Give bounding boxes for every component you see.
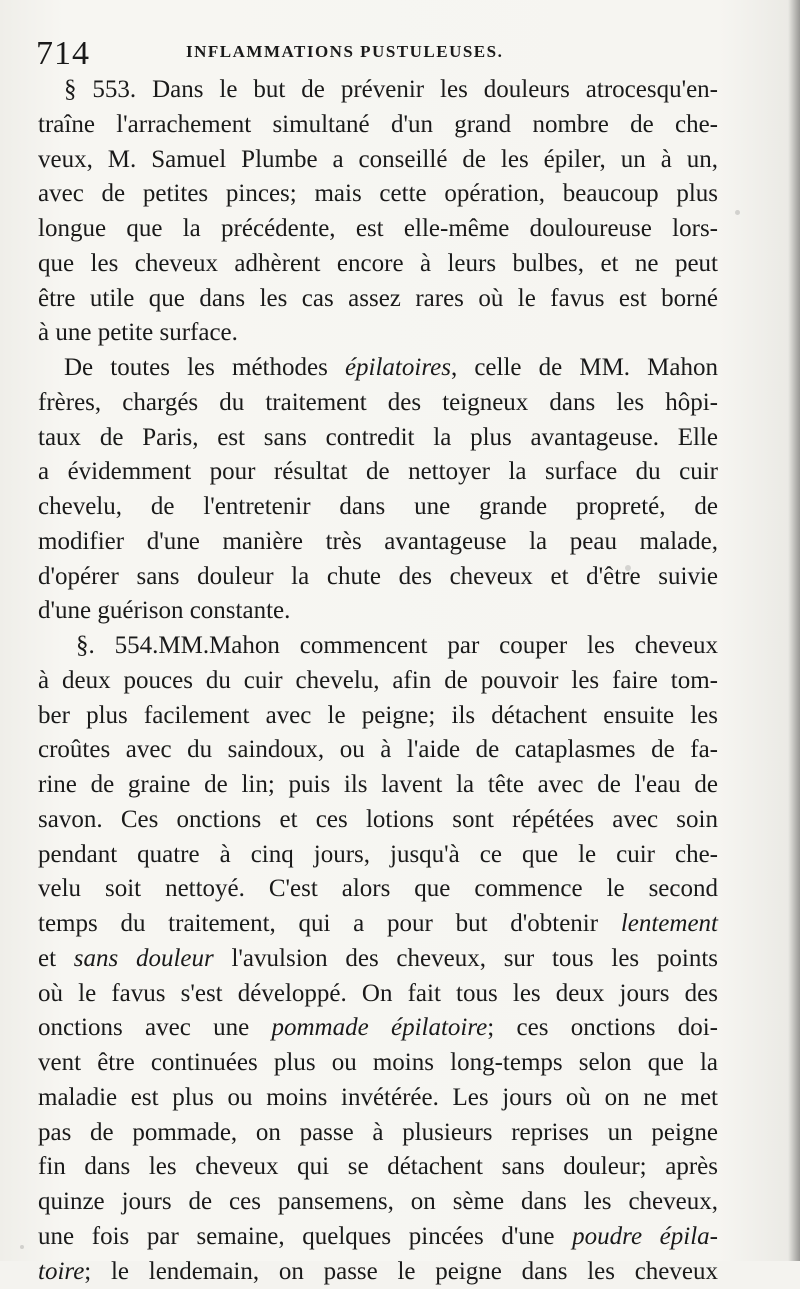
text-line: savon. Ces onctions et ces lotions sont répétées avec soin (38, 803, 718, 838)
text-line: croûtes avec du saindoux, ou à l'aide de cataplasmes de fa- (38, 733, 718, 768)
italic-term: toire (38, 1258, 84, 1285)
text-line: fin dans les cheveux qui se détachent sans douleur; après (38, 1150, 718, 1185)
text-line: que les cheveux adhèrent encore à leurs bulbes, et ne peut (38, 247, 718, 282)
text-line (38, 907, 718, 942)
text-line (38, 942, 718, 977)
text-line: à une petite surface. (38, 316, 718, 351)
text-segment: onctions avec une (38, 1014, 271, 1041)
text-line: velu soit nettoyé. C'est alors que commence le second (38, 872, 718, 907)
ink-speck (735, 210, 740, 215)
text-segment: une fois par semaine, quelques pincées d'une (38, 1223, 572, 1250)
text-line: chevelu, de l'entretenir dans une grande propreté, de (38, 490, 718, 525)
text-line: ber plus facilement avec le peigne; ils détachent ensuite les (38, 699, 718, 734)
text-line: modifier d'une manière très avantageuse la peau malade, (38, 525, 718, 560)
ink-speck (20, 1245, 24, 1249)
text-line: vent être continuées plus ou moins long-temps selon que la (38, 1046, 718, 1081)
text-segment: l'avulsion des cheveux, sur tous les points (214, 945, 718, 972)
text-line (38, 351, 718, 386)
text-line: où le favus s'est développé. On fait tous les deux jours des (38, 977, 718, 1012)
running-head: INFLAMMATIONS PUSTULEUSES. (186, 42, 503, 62)
page-edge-shadow (788, 0, 800, 1261)
text-line: d'opérer sans douleur la chute des cheveux et d'être suivie (38, 560, 718, 595)
text-line: §. 554.MM.Mahon commencent par couper les cheveux (38, 629, 718, 664)
text-segment: , celle de MM. Mahon (451, 354, 718, 381)
text-segment: ; ces onctions doi- (487, 1014, 718, 1041)
text-line (38, 1011, 718, 1046)
italic-term: poudre épila- (572, 1223, 718, 1250)
text-line: avec de petites pinces; mais cette opération, beaucoup plus (38, 177, 718, 212)
text-line: être utile que dans les cas assez rares où le favus est borné (38, 282, 718, 317)
text-line: § 553. Dans le but de prévenir les douleurs atrocesqu'en- (38, 73, 718, 108)
italic-term: lentement (621, 910, 718, 937)
ink-speck (625, 565, 631, 571)
text-line: maladie est plus ou moins invétérée. Les jours où on ne met (38, 1081, 718, 1116)
italic-term: pommade épilatoire (271, 1014, 487, 1041)
text-segment: temps du traitement, qui a pour but d'obtenir (38, 910, 621, 937)
text-line: longue que la précédente, est elle-même douloureuse lors- (38, 212, 718, 247)
text-line: pas de pommade, on passe à plusieurs reprises un peigne (38, 1116, 718, 1151)
text-segment: De toutes les méthodes (64, 354, 345, 381)
text-line: quinze jours de ces pansemens, on sème dans les cheveux, (38, 1185, 718, 1220)
text-line: à deux pouces du cuir chevelu, afin de pouvoir les faire tom- (38, 664, 718, 699)
text-line: rine de graine de lin; puis ils lavent la tête avec de l'eau de (38, 768, 718, 803)
text-line: a évidemment pour résultat de nettoyer la surface du cuir (38, 455, 718, 490)
text-line (38, 1255, 718, 1289)
page-header (36, 36, 736, 72)
page-number: 714 (36, 36, 90, 72)
text-segment: et (38, 945, 74, 972)
text-line: taux de Paris, est sans contredit la plus avantageuse. Elle (38, 421, 718, 456)
text-line: veux, M. Samuel Plumbe a conseillé de les épiler, un à un, (38, 143, 718, 178)
text-line: frères, chargés du traitement des teigneux dans les hôpi- (38, 386, 718, 421)
text-segment: ; le lendemain, on passe le peigne dans les cheveux (84, 1258, 718, 1285)
text-line: pendant quatre à cinq jours, jusqu'à ce que le cuir che- (38, 838, 718, 873)
body-text (38, 73, 718, 1289)
text-line (38, 1220, 718, 1255)
italic-term: épilatoires (345, 354, 451, 381)
text-line: traîne l'arrachement simultané d'un grand nombre de che- (38, 108, 718, 143)
text-line: d'une guérison constante. (38, 594, 718, 629)
italic-term: sans douleur (74, 945, 214, 972)
